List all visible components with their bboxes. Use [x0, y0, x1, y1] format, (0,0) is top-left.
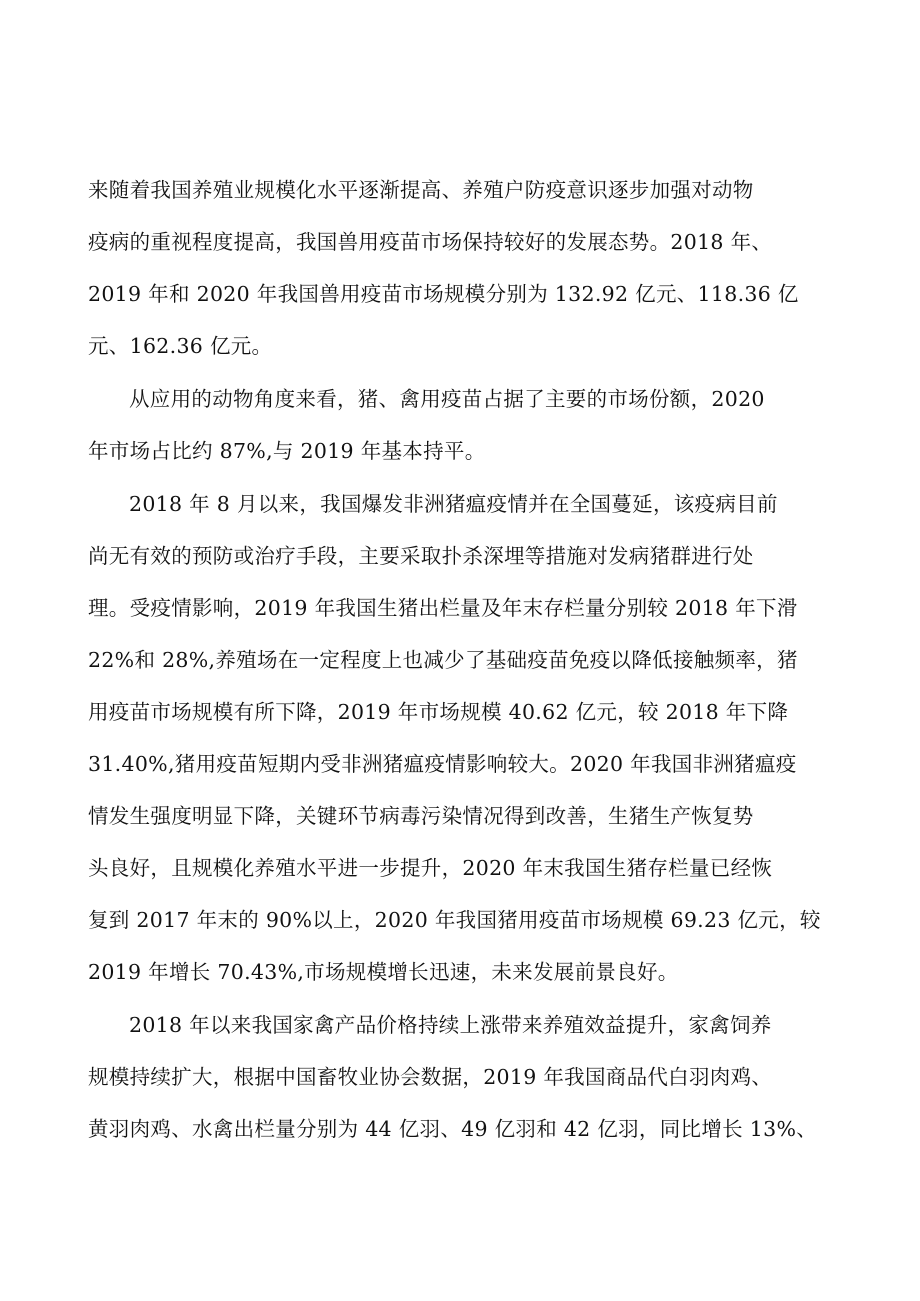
paragraph-3-line-8: 头良好，且规模化养殖水平进一步提升，2020 年末我国生猪存栏量已经恢	[88, 856, 773, 880]
paragraph-3-line-2: 尚无有效的预防或治疗手段，主要采取扑杀深埋等措施对发病猪群进行处	[88, 544, 754, 568]
paragraph-3-line-3: 理。受疫情影响，2019 年我国生猪出栏量及年末存栏量分别较 2018 年下滑	[88, 596, 798, 620]
paragraph-3-line-7: 情发生强度明显下降，关键环节病毒污染情况得到改善，生猪生产恢复势	[88, 804, 754, 828]
paragraph-1-line-2: 疫病的重视程度提高，我国兽用疫苗市场保持较好的发展态势。2018 年、	[88, 230, 773, 254]
paragraph-2-line-1: 从应用的动物角度来看，猪、禽用疫苗占据了主要的市场份额，2020	[129, 387, 765, 411]
paragraph-4-line-2: 规模持续扩大，根据中国畜牧业协会数据，2019 年我国商品代白羽肉鸡、	[88, 1065, 773, 1089]
paragraph-3-line-10: 2019 年增长 70.43%,市场规模增长迅速，未来发展前景良好。	[88, 960, 679, 984]
paragraph-3-line-1: 2018 年 8 月以来，我国爆发非洲猪瘟疫情并在全国蔓延，该疫病目前	[129, 492, 778, 516]
paragraph-1-line-1: 来随着我国养殖业规模化水平逐渐提高、养殖户防疫意识逐步加强对动物	[88, 178, 754, 202]
paragraph-1-line-4: 元、162.36 亿元。	[88, 334, 273, 358]
paragraph-3-line-4: 22%和 28%,养殖场在一定程度上也减少了基础疫苗免疫以降低接触频率，猪	[88, 648, 798, 672]
paragraph-4-line-3: 黄羽肉鸡、水禽出栏量分别为 44 亿羽、49 亿羽和 42 亿羽，同比增长 13%、	[88, 1117, 818, 1141]
paragraph-1-line-3: 2019 年和 2020 年我国兽用疫苗市场规模分别为 132.92 亿元、118.36 亿	[88, 282, 799, 306]
paragraph-3-line-5: 用疫苗市场规模有所下降，2019 年市场规模 40.62 亿元，较 2018 年下降	[88, 700, 789, 724]
paragraph-2-line-2: 年市场占比约 87%,与 2019 年基本持平。	[88, 439, 486, 463]
paragraph-4-line-1: 2018 年以来我国家禽产品价格持续上涨带来养殖效益提升，家禽饲养	[129, 1013, 772, 1037]
paragraph-3-line-6: 31.40%,猪用疫苗短期内受非洲猪瘟疫情影响较大。2020 年我国非洲猪瘟疫	[88, 752, 797, 776]
paragraph-3-line-9: 复到 2017 年末的 90%以上，2020 年我国猪用疫苗市场规模 69.23 亿元，较	[88, 908, 821, 932]
